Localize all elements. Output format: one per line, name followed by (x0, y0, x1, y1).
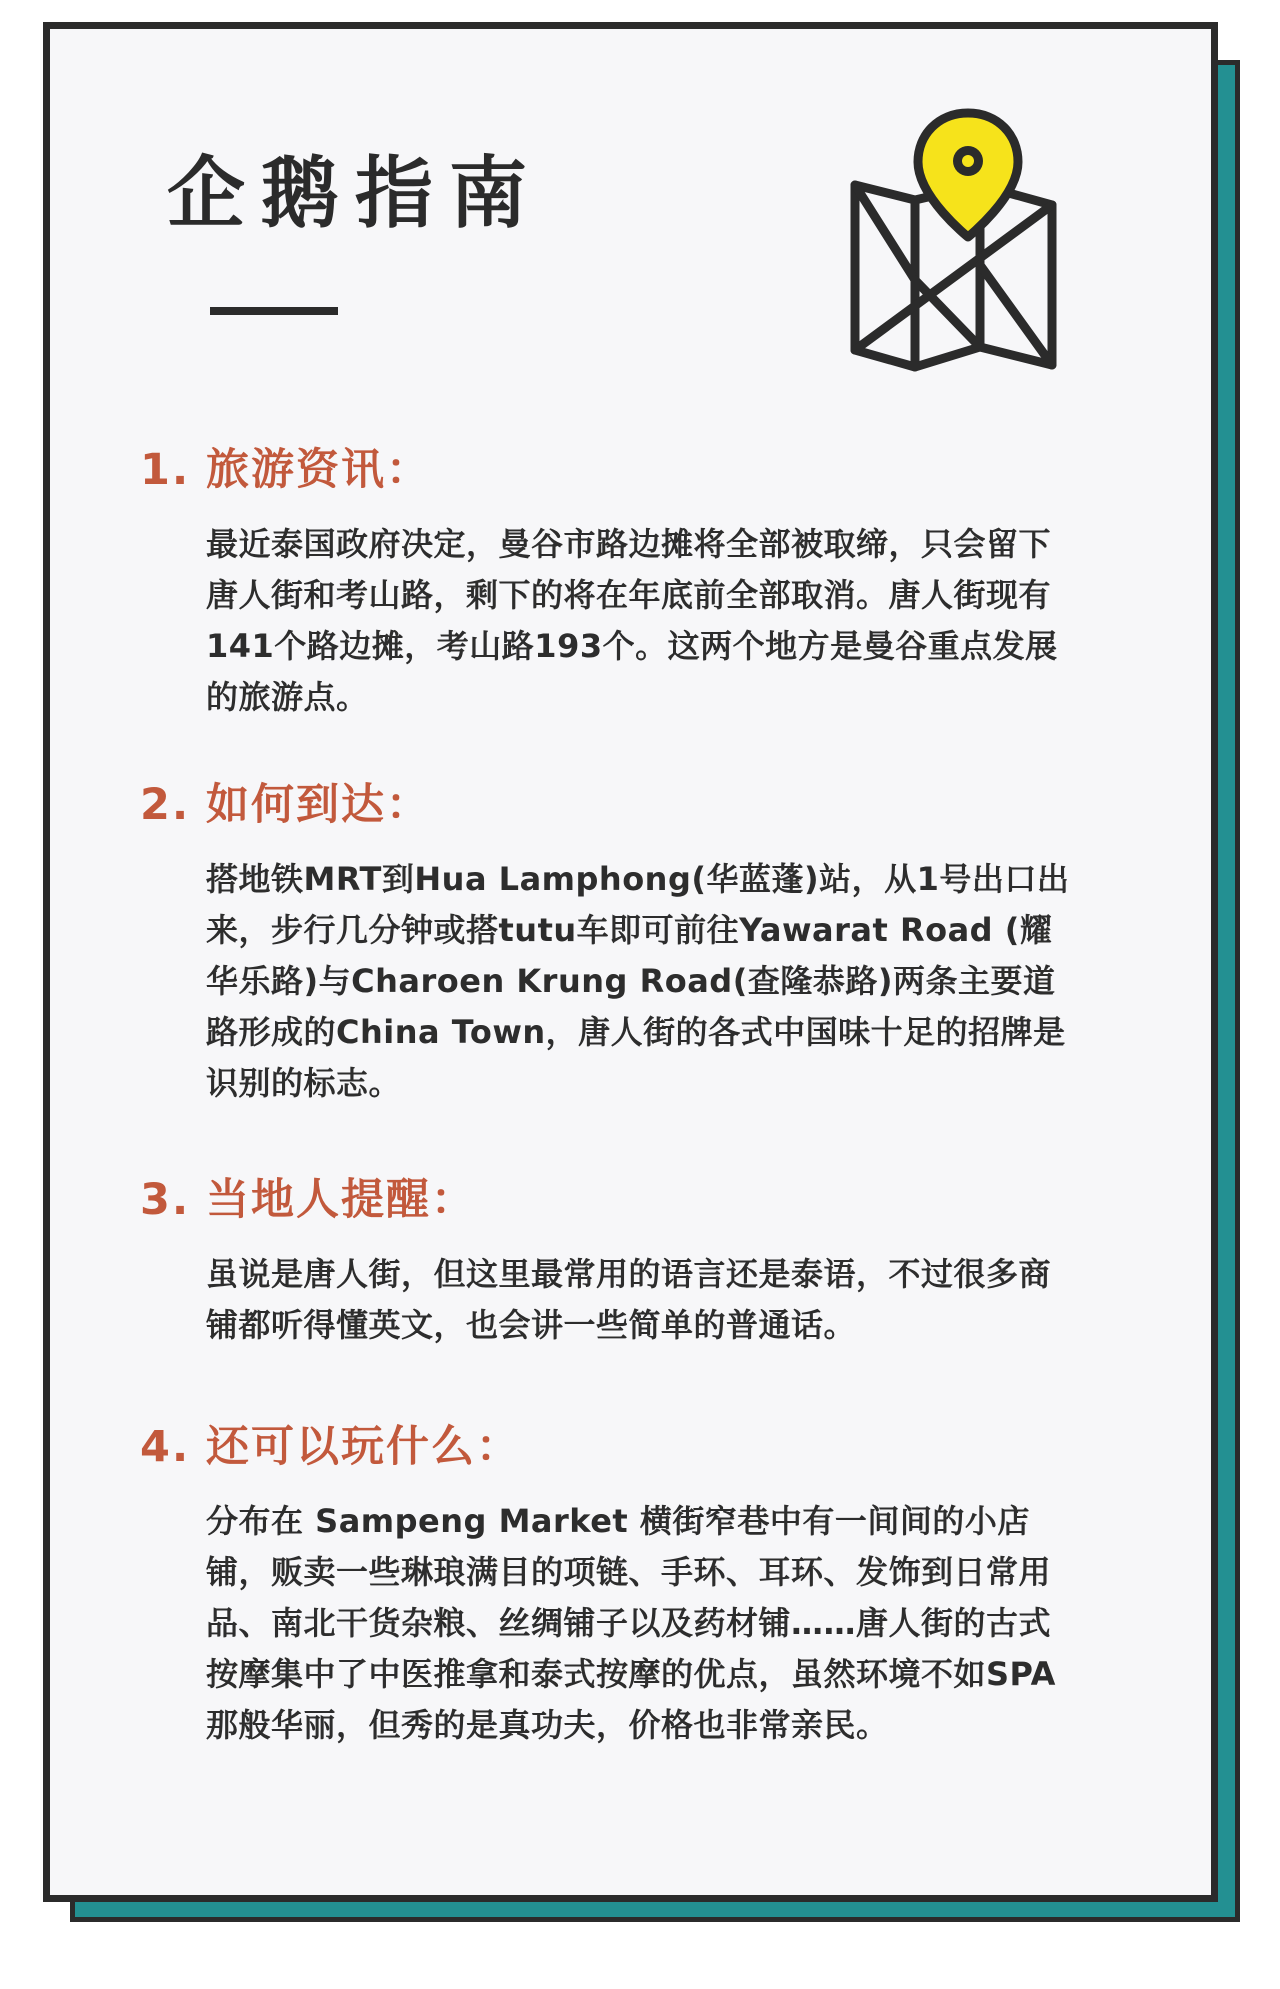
section-how-to-get-there (140, 780, 1080, 1109)
section-number: 2. (140, 780, 191, 830)
section-title: 如何到达： (206, 780, 431, 830)
section-travel-info (140, 445, 1080, 723)
section-body: 搭地铁MRT到Hua Lamphong(华蓝蓬)站，从1号出口出来，步行几分钟或搭tutu车即可前往Yawarat Road (耀华乐路)与Charoen Krung Road(查隆恭路)两条主要道路形成的China Town，唐人街的各式中国味十足的招牌是识别的标志。 (206, 859, 1070, 1102)
section-heading (140, 1175, 1080, 1227)
section-body: 虽说是唐人街，但这里最常用的语言还是泰语，不过很多商铺都听得懂英文，也会讲一些简单的普通话。 (206, 1254, 1052, 1344)
section-title: 旅游资讯： (206, 445, 431, 495)
section-heading (140, 445, 1080, 497)
section-title: 当地人提醒： (206, 1175, 476, 1225)
section-body: 最近泰国政府决定，曼谷市路边摊将全部被取缔，只会留下唐人街和考山路，剩下的将在年底前全部取消。唐人街现有141个路边摊，考山路193个。这两个地方是曼谷重点发展的旅游点。 (206, 524, 1058, 716)
title-underline (210, 307, 338, 315)
folded-map-location-pin-icon (840, 105, 1070, 385)
section-number: 4. (140, 1422, 191, 1472)
section-local-tips (140, 1175, 1080, 1351)
section-heading (140, 780, 1080, 832)
section-what-else-to-do (140, 1422, 1080, 1751)
page-title: 企鹅指南 (167, 149, 544, 239)
section-number: 3. (140, 1175, 191, 1225)
section-number: 1. (140, 445, 191, 495)
section-body: 分布在 Sampeng Market 横街窄巷中有一间间的小店铺，贩卖一些琳琅满目的项链、手环、耳环、发饰到日常用品、南北干货杂粮、丝绸铺子以及药材铺……唐人街的古式按摩集中了中医推拿和泰式按摩的优点，虽然环境不如SPA那般华丽，但秀的是真功夫，价格也非常亲民。 (206, 1501, 1056, 1744)
section-heading (140, 1422, 1080, 1474)
section-title: 还可以玩什么： (206, 1422, 521, 1472)
